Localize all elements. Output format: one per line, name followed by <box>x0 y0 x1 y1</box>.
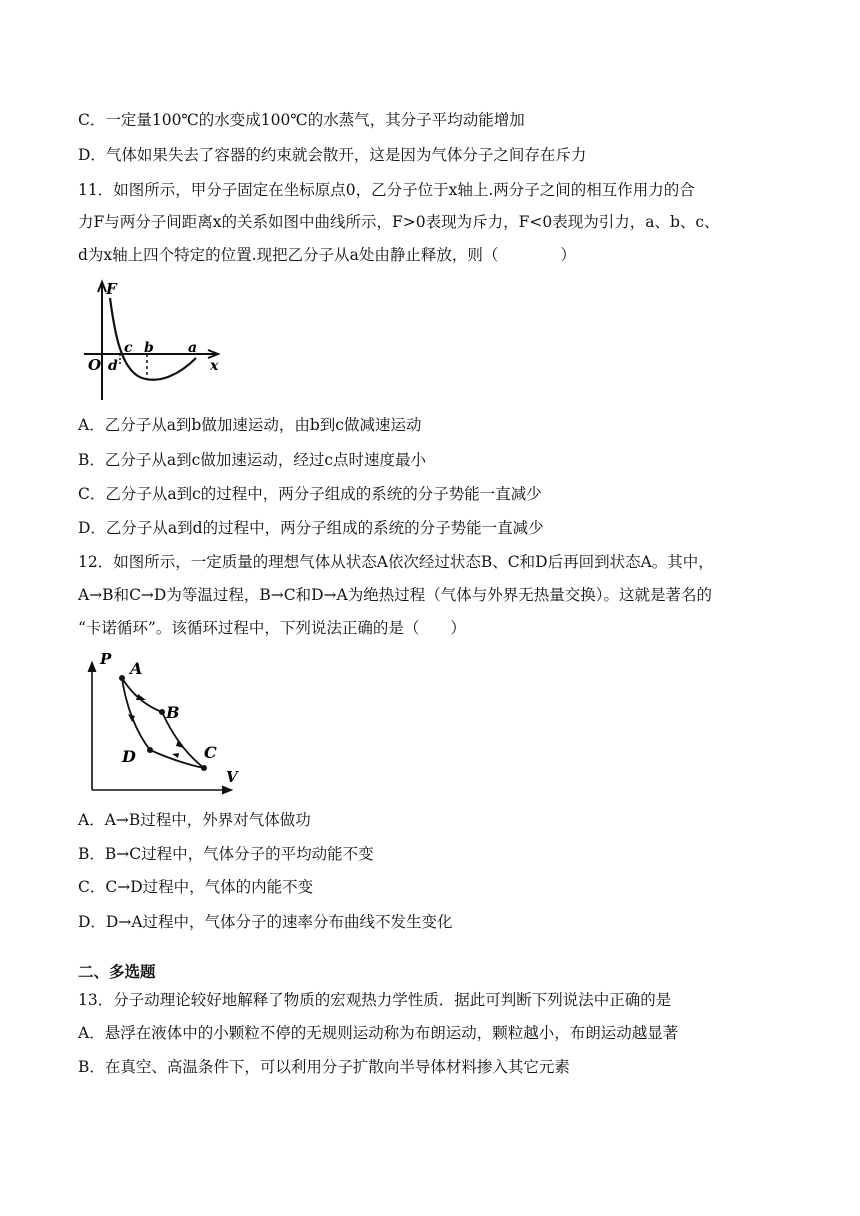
q12-stem-line1: 12．如图所示，一定质量的理想气体从状态A依次经过状态B、C和D后再回到状态A。其中， <box>78 553 714 571</box>
origin-label: O <box>88 356 102 374</box>
q12-stem-line3: “卡诺循环”。该循环过程中，下列说法正确的是（ ） <box>78 619 466 637</box>
v-label: V <box>226 768 238 786</box>
x-label: x <box>210 358 219 374</box>
q11-option-b: B．乙分子从a到c做加速运动，经过c点时速度最小 <box>78 451 426 469</box>
b-label: b <box>144 340 154 356</box>
option-c-prev: C．一定量100℃的水变成100℃的水蒸气，其分子平均动能增加 <box>78 111 525 129</box>
force-curve <box>110 298 196 380</box>
c-state-label: C <box>204 743 217 762</box>
q12-stem-line2: A→B和C→D为等温过程，B→C和D→A为绝热过程（气体与外界无热量交换）。这就是著名的 <box>78 586 712 604</box>
point-c <box>201 765 207 771</box>
a-state-label: A <box>130 659 143 678</box>
q11-stem-line1: 11．如图所示，甲分子固定在坐标原点0，乙分子位于x轴上.两分子之间的相互作用力的合 <box>78 181 695 199</box>
d-state-label: D <box>122 747 136 766</box>
v-axis-arrow <box>222 786 232 794</box>
arrow-b-c <box>176 740 184 748</box>
p-label: P <box>100 650 112 668</box>
q12-option-b: B．B→C过程中，气体分子的平均动能不变 <box>78 845 374 863</box>
q11-option-c: C．乙分子从a到c的过程中，两分子组成的系统的分子势能一直减少 <box>78 485 542 503</box>
q12-option-c: C．C→D过程中，气体的内能不变 <box>78 878 314 896</box>
q13-option-a: A．悬浮在液体中的小颗粒不停的无规则运动称为布朗运动，颗粒越小，布朗运动越显著 <box>78 1024 679 1042</box>
q11-stem-line3: d为x轴上四个特定的位置.现把乙分子从a处由静止释放，则（ ） <box>78 246 576 264</box>
q11-option-d: D．乙分子从a到d的过程中，两分子组成的系统的分子势能一直减少 <box>78 519 544 537</box>
q11-stem-line2: 力F与两分子间距离x的关系如图中曲线所示，F>0表现为斥力，F<0表现为引力，a、b、c、 <box>78 213 720 231</box>
b-state-label: B <box>166 703 180 722</box>
section-heading-multi-choice: 二、多选题 <box>78 963 156 981</box>
arrow-c-d <box>172 753 179 758</box>
d-label: d <box>108 358 118 374</box>
option-d-prev: D．气体如果失去了容器的约束就会散开，这是因为气体分子之间存在斥力 <box>78 146 587 164</box>
a-label: a <box>188 340 198 356</box>
q11-option-a: A．乙分子从a到b做加速运动，由b到c做减速运动 <box>78 416 422 434</box>
q13-option-b: B．在真空、高温条件下，可以利用分子扩散向半导体材料掺入其它元素 <box>78 1058 570 1076</box>
point-d <box>147 747 153 753</box>
carnot-cycle-figure <box>80 650 250 800</box>
force-distance-figure <box>80 278 230 408</box>
f-label: F <box>106 280 117 298</box>
q13-stem: 13．分子动理论较好地解释了物质的宏观热力学性质．据此可判断下列说法中正确的是 <box>78 991 672 1009</box>
curve-d-a <box>122 678 150 750</box>
curve-c-d <box>150 750 204 768</box>
arrow-a-b <box>136 694 146 700</box>
point-b <box>159 709 165 715</box>
c-label: c <box>124 340 133 356</box>
p-axis-arrow <box>88 662 96 672</box>
q12-option-a: A．A→B过程中，外界对气体做功 <box>78 811 311 829</box>
q12-option-d: D．D→A过程中，气体分子的速率分布曲线不发生变化 <box>78 913 453 931</box>
point-a <box>119 675 125 681</box>
